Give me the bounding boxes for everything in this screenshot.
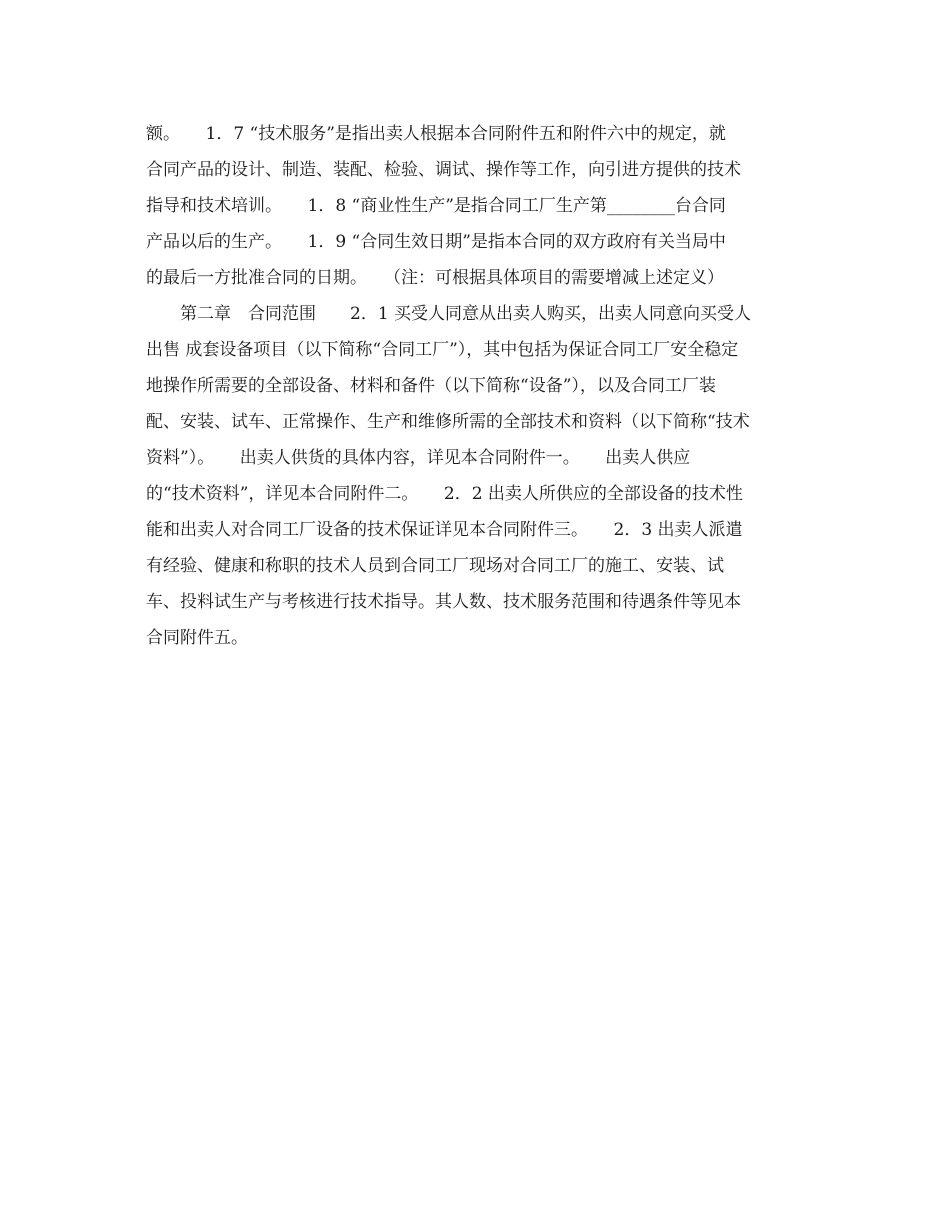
text-line: 的最后一方批准合同的日期。 （注：可根据具体项目的需要增减上述定义）: [146, 268, 724, 288]
text-line: 配、安装、试车、正常操作、生产和维修所需的全部技术和资料（以下简称“技术: [146, 412, 750, 432]
text-line: 地操作所需要的全部设备、材料和备件（以下简称“设备”），以及合同工厂装: [146, 376, 716, 396]
text-line: 资料”）。 出卖人供货的具体内容，详见本合同附件一。 出卖人供应: [146, 448, 691, 468]
document-body: [146, 116, 811, 656]
text-line: 能和出卖人对合同工厂设备的技术保证详见本合同附件三。 2．3 出卖人派遣: [146, 520, 743, 540]
text-line: 车、投料试生产与考核进行技术指导。其人数、技术服务范围和待遇条件等见本: [146, 592, 741, 612]
text-line: 合同产品的设计、制造、装配、检验、调试、操作等工作，向引进方提供的技术: [146, 160, 741, 180]
text-line: 第二章 合同范围 2．1 买受人同意从出卖人购买，出卖人同意向买受人: [146, 304, 752, 324]
text-line: 指导和技术培训。 1．8 “商业性生产”是指合同工厂生产第________台合同: [146, 196, 726, 216]
text-line: 的“技术资料”，详见本合同附件二。 2．2 出卖人所供应的全部设备的技术性: [146, 484, 743, 504]
text-line: 有经验、健康和称职的技术人员到合同工厂现场对合同工厂的施工、安装、试: [146, 556, 724, 576]
text-line: 出售 成套设备项目（以下简称“合同工厂”），其中包括为保证合同工厂安全稳定: [146, 340, 739, 360]
text-line: 产品以后的生产。 1．9 “合同生效日期”是指本合同的双方政府有关当局中: [146, 232, 726, 252]
text-line: 合同附件五。: [146, 628, 248, 648]
text-line: 额。 1．7 “技术服务”是指出卖人根据本合同附件五和附件六中的规定，就: [146, 124, 726, 144]
